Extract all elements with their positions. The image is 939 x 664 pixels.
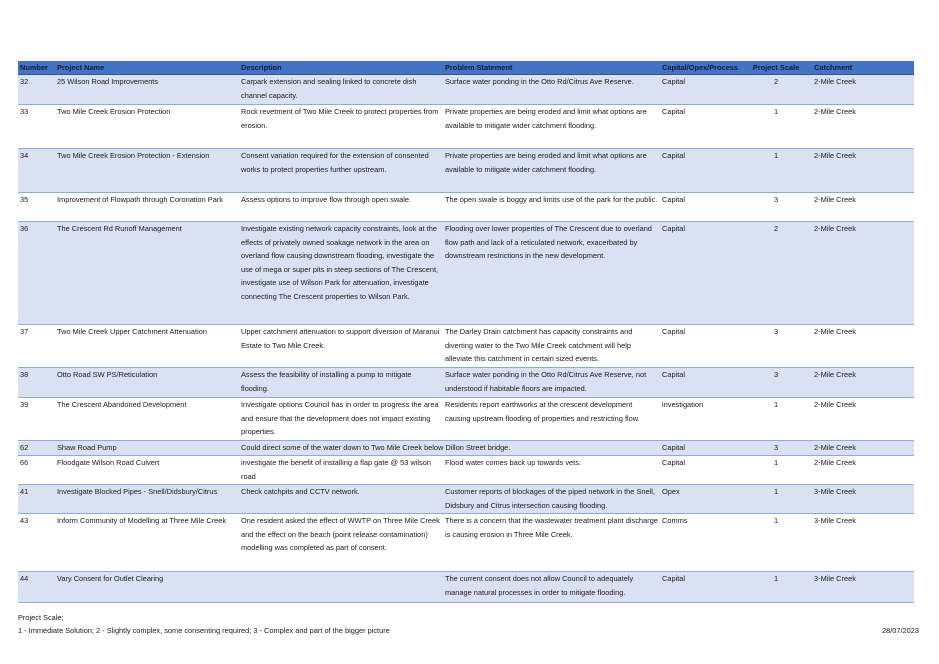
cell-project-scale: 1 <box>773 151 779 160</box>
table-row <box>18 325 914 368</box>
cell-problem-statement: Customer reports of blockages of the piped network in the Snell, Didsbury and Citrus intersection causing flooding. <box>445 487 655 510</box>
header-number: Number <box>18 61 55 75</box>
cell-capital: investigation <box>662 400 704 409</box>
cell-description: Assess the feasibility of installing a pump to mitigate flooding. <box>241 370 412 393</box>
table-row <box>18 368 914 398</box>
cell-number: 34 <box>20 151 29 160</box>
table-row <box>18 222 914 325</box>
table-row <box>18 572 914 603</box>
cell-project-name: The Crescent Abandoned Development <box>57 400 187 409</box>
header-problem-statement: Problem Statement <box>443 61 660 75</box>
header-project-name: Project Name <box>55 61 239 75</box>
cell-capital: Capital <box>662 443 686 452</box>
cell-number: 36 <box>20 224 29 233</box>
table-row <box>18 485 914 514</box>
cell-capital: Comms <box>662 516 688 525</box>
project-scale-legend: 1 - Immediate Solution; 2 - Slightly complex, some consenting required; 3 - Complex and part of the bigger picture <box>18 626 390 635</box>
cell-problem-statement: Residents report earthworks at the crescent development causing upstream flooding of properties and restricting flow. <box>445 400 640 423</box>
cell-number: 33 <box>20 107 29 116</box>
cell-project-scale: 1 <box>773 516 779 525</box>
cell-capital: Capital <box>662 574 686 583</box>
cell-catchment: 2-Mile Creek <box>814 443 856 452</box>
table-row <box>18 149 914 193</box>
cell-description: Could direct some of the water down to Two Mile Creek below Dillon Street bridge. <box>241 443 511 452</box>
cell-number: 35 <box>20 195 29 204</box>
cell-problem-statement: Private properties are being eroded and limit what options are available to mitigate wider catchment flooding. <box>445 151 647 174</box>
cell-capital: Capital <box>662 370 686 379</box>
cell-problem-statement: Surface water ponding in the Otto Rd/Citrus Ave Reserve, not understood if habitable floors are impacted. <box>445 370 647 393</box>
cell-problem-statement: There is a concern that the wastewater treatment plant discharge is causing erosion in Three Mile Creek. <box>445 516 658 539</box>
cell-project-name: Two Mile Creek Upper Catchment Attenuation <box>57 327 207 336</box>
cell-project-scale: 3 <box>773 327 779 336</box>
cell-capital: Capital <box>662 151 686 160</box>
cell-catchment: 3-Mile Creek <box>814 487 856 496</box>
cell-project-scale: 1 <box>773 400 779 409</box>
cell-number: 44 <box>20 574 29 583</box>
cell-number: 32 <box>20 77 29 86</box>
cell-problem-statement: The Darley Drain catchment has capacity constraints and diverting water to the Two Mile Creek catchment will help alleviate this catchment in certain sized events. <box>445 327 633 364</box>
cell-project-scale: 2 <box>773 77 779 86</box>
cell-project-name: Two Mile Creek Erosion Protection - Extension <box>57 151 210 160</box>
table-row <box>18 441 914 456</box>
cell-capital: Capital <box>662 107 686 116</box>
projects-table <box>18 61 914 603</box>
cell-description: investigate the benefit of installing a flap gate @ 53 wilson road <box>241 458 431 481</box>
cell-project-scale: 1 <box>773 107 779 116</box>
table-row <box>18 398 914 441</box>
cell-description: Investigate options Council has in order to progress the area and ensure that the development does not impact existing properties. <box>241 400 439 437</box>
cell-description: One resident asked the effect of WWTP on Three Mile Creek and the effect on the beach (point release contamination) modelling was completed as part of consent. <box>241 516 440 553</box>
cell-project-name: Vary Consent for Outlet Clearing <box>57 574 164 583</box>
cell-description: Rock revetment of Two Mile Creek to protect properties from erosion. <box>241 107 439 130</box>
cell-description <box>239 572 443 603</box>
cell-project-scale: 1 <box>773 574 779 583</box>
cell-project-name: Investigate Blocked Pipes - Snell/Didsbury/Citrus <box>57 487 218 496</box>
cell-catchment: 3-Mile Creek <box>814 516 856 525</box>
cell-capital: Opex <box>662 487 680 496</box>
cell-project-name: The Crescent Rd Runoff Management <box>57 224 182 233</box>
cell-project-name: Floodgate Wilson Road Culvert <box>57 458 160 467</box>
cell-catchment: 2-Mile Creek <box>814 77 856 86</box>
cell-project-scale: 3 <box>773 443 779 452</box>
cell-catchment: 2-Mile Creek <box>814 151 856 160</box>
cell-project-name: Improvement of Flowpath through Coronation Park <box>57 195 223 204</box>
header-row <box>18 61 914 75</box>
cell-project-name: 25 Wilson Road Improvements <box>57 77 159 86</box>
cell-description: Upper catchment attenuation to support diversion of Maranui Estate to Two Mile Creek. <box>241 327 440 350</box>
table-row <box>18 514 914 572</box>
table-row <box>18 75 914 105</box>
table-row <box>18 193 914 222</box>
cell-catchment: 2-Mile Creek <box>814 195 856 204</box>
cell-number: 66 <box>20 458 29 467</box>
cell-capital: Capital <box>662 458 686 467</box>
header-capital-opex-process: Capital/Opex/Process <box>660 61 740 75</box>
header-description: Description <box>239 61 443 75</box>
cell-project-scale: 1 <box>773 487 779 496</box>
cell-description: Check catchpits and CCTV network. <box>241 487 360 496</box>
cell-project-scale: 3 <box>773 370 779 379</box>
cell-catchment: 2-Mile Creek <box>814 327 856 336</box>
cell-project-name: Otto Road SW PS/Reticulation <box>57 370 158 379</box>
cell-problem-statement: Flood water comes back up towards vets. <box>445 458 581 467</box>
table-row <box>18 456 914 485</box>
cell-problem-statement: Private properties are being eroded and limit what options are available to mitigate wider catchment flooding. <box>445 107 647 130</box>
cell-problem-statement: The open swale is boggy and limits use of the park for the public. <box>445 195 658 204</box>
cell-catchment: 3-Mile Creek <box>814 574 856 583</box>
cell-capital: Capital <box>662 195 686 204</box>
cell-description: Consent variation required for the extension of consented works to protect properties further upstream. <box>241 151 429 174</box>
cell-project-scale: 3 <box>773 195 779 204</box>
document-date: 28/07/2023 <box>882 626 919 635</box>
cell-project-name: Inform Community of Modelling at Three Mile Creek <box>57 516 227 525</box>
cell-catchment: 2-Mile Creek <box>814 458 856 467</box>
cell-number: 43 <box>20 516 29 525</box>
cell-catchment: 2-Mile Creek <box>814 370 856 379</box>
cell-problem-statement: The current consent does not allow Council to adequately manage natural processes in order to mitigate flooding. <box>445 574 634 597</box>
cell-catchment: 2-Mile Creek <box>814 107 856 116</box>
cell-number: 41 <box>20 487 29 496</box>
header-catchment: Catchment <box>812 61 914 75</box>
header-project-scale: Project Scale <box>740 61 812 75</box>
cell-catchment: 2-Mile Creek <box>814 224 856 233</box>
cell-capital: Capital <box>662 224 686 233</box>
cell-description: Assess options to improve flow through open swale. <box>241 195 412 204</box>
cell-description: Investigate existing network capacity constraints, look at the effects of privately owned soakage network in the area on overland flow causing downstream flooding, investigate the use of mega or super pits in steep sections of The Crescent, investigate use of Wilson Park for attenuation, investigate connecting The Crescent properties to Wilson Park. <box>241 224 439 301</box>
cell-capital: Capital <box>662 77 686 86</box>
cell-number: 38 <box>20 370 29 379</box>
cell-project-scale: 2 <box>773 224 779 233</box>
cell-number: 39 <box>20 400 29 409</box>
cell-problem-statement: Flooding over lower properties of The Crescent due to overland flow path and lack of a reticulated network, exacerbated by downstream restrictions in the new development. <box>445 224 652 261</box>
cell-catchment: 2-Mile Creek <box>814 400 856 409</box>
project-scale-title: Project Scale; <box>18 613 64 622</box>
cell-project-name: Shaw Road Pump <box>57 443 117 452</box>
cell-project-name: Two Mile Creek Erosion Protection <box>57 107 171 116</box>
table-row <box>18 105 914 149</box>
cell-number: 37 <box>20 327 29 336</box>
cell-description: Carpark extension and sealing linked to concrete dish channel capacity. <box>241 77 417 100</box>
cell-number: 62 <box>20 443 29 452</box>
cell-capital: Capital <box>662 327 686 336</box>
cell-project-scale: 1 <box>773 458 779 467</box>
cell-problem-statement: Surface water ponding in the Otto Rd/Citrus Ave Reserve. <box>445 77 634 86</box>
